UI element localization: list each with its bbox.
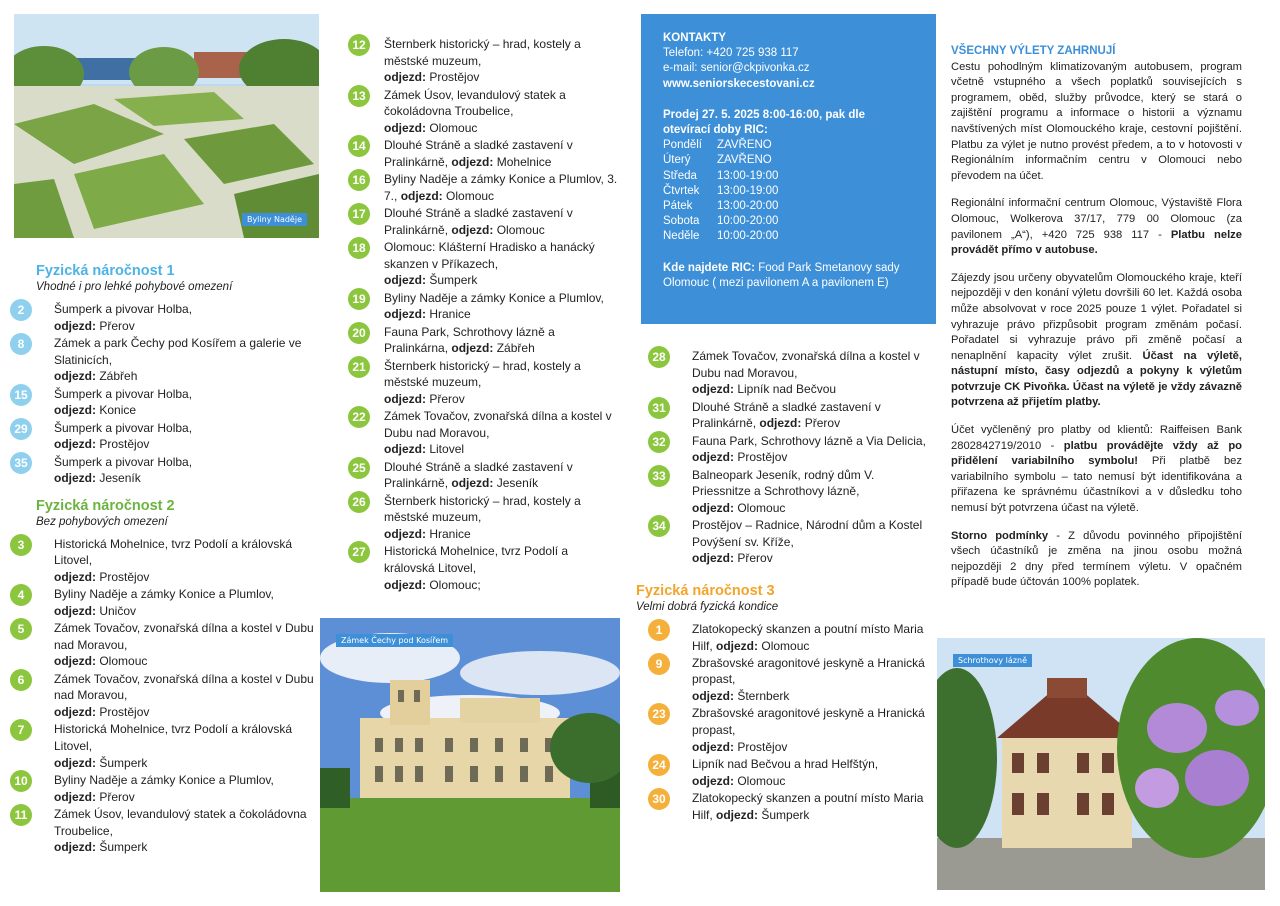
tour-item xyxy=(640,756,930,789)
tour-text: Zámek Tovačov, zvonařská dílna a kostel v Dubu nad Moravou, xyxy=(54,621,314,652)
departure-label: odjezd: xyxy=(54,654,96,669)
tour-text: Zámek Úsov, levandulový statek a čokoládovna Troubelice, xyxy=(54,807,307,838)
tour-item xyxy=(342,408,622,458)
tour-item xyxy=(0,536,316,586)
level1-tour-list xyxy=(0,301,316,487)
departure-city: Prostějov xyxy=(737,739,788,754)
photo-caption: Schrothovy lázně xyxy=(953,654,1032,667)
tour-text: Zámek Tovačov, zvonařská dílna a kostel v Dubu nad Moravou, xyxy=(384,409,612,440)
departure-label: odjezd: xyxy=(54,755,96,770)
departure-city: Olomouc xyxy=(99,654,148,669)
tour-number: 18 xyxy=(348,237,370,259)
departure-label: odjezd: xyxy=(451,476,494,491)
contacts-web-link[interactable]: www.seniorskecestovani.cz xyxy=(663,77,815,90)
departure-label: odjezd: xyxy=(384,442,426,457)
level2-subtitle: Bez pohybových omezení xyxy=(36,515,168,528)
departure-label: odjezd: xyxy=(692,551,734,566)
tour-text: Zámek Tovačov, zvonařská dílna a kostel v Dubu nad Moravou, xyxy=(692,349,920,380)
tour-item xyxy=(342,205,622,238)
tour-item xyxy=(640,399,930,432)
info-paragraph-2: Regionální informační centrum Olomouc, Výstaviště Flora Olomouc, Wolkerova 37/17, 779 00 Olomouc (za pavilonem „A“), +420 725 938 117 - Platbu nelze provádět přímo v autobuse. xyxy=(951,197,1242,257)
tour-item xyxy=(342,543,622,593)
level2-tour-list-b xyxy=(342,36,622,593)
tour-item xyxy=(0,301,316,334)
hours-row: Pátek 13:00-20:00 xyxy=(663,200,779,213)
tour-item xyxy=(0,721,316,771)
tour-number: 17 xyxy=(348,203,370,225)
tour-number: 13 xyxy=(348,85,370,107)
departure-label: odjezd: xyxy=(759,416,802,431)
tour-item xyxy=(640,655,930,705)
departure-city: Zábřeh xyxy=(99,369,138,384)
tour-number: 34 xyxy=(648,515,670,537)
departure-city: Uničov xyxy=(99,603,137,618)
tour-text: Olomouc: Klášterní Hradisko a hanácký skanzen v Příkazech, xyxy=(384,240,595,271)
tour-text: Historická Mohelnice, tvrz Podolí a královská Litovel, xyxy=(54,722,293,754)
departure-city: Olomouc xyxy=(446,188,495,203)
contacts-phone[interactable]: Telefon: +420 725 938 117 xyxy=(663,47,799,60)
departure-label: odjezd: xyxy=(692,739,734,754)
departure-label: odjezd: xyxy=(451,341,494,356)
contacts-email[interactable]: e-mail: senior@ckpivonka.cz xyxy=(663,62,810,75)
tour-item xyxy=(0,772,316,805)
departure-city: Litovel xyxy=(429,442,465,457)
info-paragraph-4: Účet vyčleněný pro platby od klientů: Raiffeisen Bank 2802842719/2010 - platbu provádějte vždy až po přidělení variabilního symbolu! Při platbě bez variabilního symbolu – tato nemusí být identifikována a přiřazena ke správnému účastníkovi a v důsledku toho nemusí být potvrzena účast na výletě. xyxy=(951,424,1242,515)
departure-city: Přerov xyxy=(804,416,841,431)
tour-item xyxy=(0,586,316,619)
departure-label: odjezd: xyxy=(400,188,443,203)
level3-subtitle: Velmi dobrá fyzická kondice xyxy=(636,600,779,613)
contacts-title: KONTAKTY xyxy=(663,32,727,44)
tour-item xyxy=(342,358,622,408)
tour-text: Byliny Naděje a zámky Konice a Plumlov, 3. 7., xyxy=(384,172,618,203)
tour-text: Šternberk historický – hrad, kostely a městské muzeum, xyxy=(384,493,581,525)
tour-number: 29 xyxy=(10,418,32,440)
departure-label: odjezd: xyxy=(54,789,96,804)
tour-number: 7 xyxy=(10,719,32,741)
tour-number: 26 xyxy=(348,491,370,513)
tour-number: 19 xyxy=(348,288,370,310)
departure-label: odjezd: xyxy=(54,471,96,486)
tour-number: 1 xyxy=(648,619,670,641)
tour-number: 10 xyxy=(10,770,32,792)
departure-city: Mohelnice xyxy=(496,154,552,169)
tour-item xyxy=(640,348,930,398)
tour-item xyxy=(0,671,316,721)
tour-text: Zlatokopecký skanzen a poutní místo Maria Hilf, xyxy=(692,621,924,653)
departure-label: odjezd: xyxy=(692,773,734,788)
tour-item xyxy=(640,621,930,654)
column-2 xyxy=(342,36,622,594)
tour-item xyxy=(640,705,930,755)
departure-label: odjezd: xyxy=(54,437,96,452)
tour-text: Historická Mohelnice, tvrz Podolí a královská Litovel, xyxy=(54,536,293,568)
tour-text: Balneopark Jeseník, rodný dům V. Priessnitze a Schrothovy lázně, xyxy=(692,467,875,499)
departure-label: odjezd: xyxy=(54,840,96,855)
departure-label: odjezd: xyxy=(692,500,734,515)
hours-row: Sobota 10:00-20:00 xyxy=(663,215,779,228)
contacts-box xyxy=(641,14,936,324)
hours-row: Pondělí ZAVŘENO xyxy=(663,139,772,152)
departure-city: Olomouc xyxy=(761,638,810,653)
tour-text: Prostějov – Radnice, Národní dům a Kostel Povýšení sv. Kříže, xyxy=(692,518,923,549)
departure-label: odjezd: xyxy=(692,382,734,397)
info-paragraph-3: Zájezdy jsou určeny obyvatelům Olomouckého kraje, kteří nejpozději v den konání výletu dovršili 60 let. Každá osoba může absolvovat v roce 2025 pouze 1 výlet. Pořadatel si vyhrazuje právo přizpůsobit program změnám počasí. Pořadatel si vyhrazuje právo při změně počasí a nenaplnění kapacity výlet zrušit. Účast na výletě, nástupní místo, časy odjezdů a pokyny k výletům potvrzuje CK Pivoňka. Účast na výletě je vždy závazně potvrzena až přijetím platby. xyxy=(951,271,1242,409)
departure-label: odjezd: xyxy=(716,807,759,822)
photo-spa-villa xyxy=(937,638,1265,890)
column-1 xyxy=(14,263,316,857)
level2-tour-list-c xyxy=(640,348,930,567)
departure-city: Přerov xyxy=(99,789,135,804)
tour-item xyxy=(342,137,622,170)
info-paragraph-storno: Storno podmínky - Z důvodu povinného připojištění všech účastníků je změna na jinou osobu možná nejpozději 2 dny před termínem výletu. V opačném případě bude účtován 100% poplatek. xyxy=(951,529,1242,589)
tour-text: Historická Mohelnice, tvrz Podolí a královská Litovel, xyxy=(384,544,569,575)
tour-number: 12 xyxy=(348,34,370,56)
tour-item xyxy=(342,324,622,357)
tour-number: 35 xyxy=(10,452,32,474)
tour-text: Šumperk a pivovar Holba, xyxy=(54,420,193,435)
tour-text: Byliny Naděje a zámky Konice a Plumlov, xyxy=(54,587,274,602)
departure-city: Šumperk xyxy=(429,273,478,288)
tour-item xyxy=(342,36,622,86)
departure-city: Hranice xyxy=(429,307,471,322)
departure-label: odjezd: xyxy=(692,689,734,704)
tour-text: Zbrašovské aragonitové jeskyně a Hranická propast, xyxy=(692,655,925,687)
tour-item xyxy=(0,420,316,453)
departure-city: Olomouc xyxy=(429,120,478,135)
tour-text: Lipník nad Bečvou a hrad Helfštýn, xyxy=(692,757,879,772)
departure-label: odjezd: xyxy=(54,705,96,720)
opening-hours xyxy=(663,138,914,244)
tour-text: Dlouhé Stráně a sladké zastavení v Pralinkárně, xyxy=(384,206,573,237)
tour-number: 6 xyxy=(10,669,32,691)
departure-label: odjezd: xyxy=(54,569,96,584)
hours-row: Čtvrtek 13:00-19:00 xyxy=(663,184,779,197)
photo-caption: Byliny Naděje xyxy=(242,213,307,226)
tour-number: 27 xyxy=(348,541,370,563)
departure-label: odjezd: xyxy=(54,369,96,384)
departure-label: odjezd: xyxy=(692,450,734,465)
tour-number: 24 xyxy=(648,754,670,776)
info-column xyxy=(951,44,1242,603)
tour-text: Zámek a park Čechy pod Kosířem a galerie ve Slatinicích, xyxy=(54,335,302,367)
photo-caption: Zámek Čechy pod Kosířem xyxy=(336,634,453,647)
tour-item xyxy=(342,87,622,137)
tour-text: Byliny Naděje a zámky Konice a Plumlov, xyxy=(54,773,274,788)
hours-row: Neděle 10:00-20:00 xyxy=(663,230,779,243)
tour-number: 23 xyxy=(648,703,670,725)
tour-number: 31 xyxy=(648,397,670,419)
info-heading: VŠECHNY VÝLETY ZAHRNUJÍ xyxy=(951,45,1116,57)
level1-subtitle: Vhodné i pro lehké pohybové omezení xyxy=(36,281,233,293)
departure-city: Jeseník xyxy=(99,471,141,486)
tour-item xyxy=(342,459,622,492)
tour-text: Fauna Park, Schrothovy lázně a Via Delicia, xyxy=(692,433,926,448)
tour-item xyxy=(640,517,930,567)
tour-item xyxy=(342,239,622,289)
departure-label: odjezd: xyxy=(451,222,494,237)
departure-city: Olomouc xyxy=(737,500,786,515)
departure-label: odjezd: xyxy=(384,391,426,406)
tour-number: 8 xyxy=(10,333,32,355)
departure-label: odjezd: xyxy=(384,70,426,85)
departure-label: odjezd: xyxy=(54,318,96,333)
departure-city: Olomouc xyxy=(737,773,786,788)
departure-city: Přerov xyxy=(737,551,773,566)
tour-text: Zámek Úsov, levandulový statek a čokoládovna Troubelice, xyxy=(384,87,566,119)
departure-label: odjezd: xyxy=(384,577,426,592)
tour-text: Byliny Naděje a zámky Konice a Plumlov, xyxy=(384,290,604,305)
departure-city: Konice xyxy=(99,403,137,418)
hours-row: Středa 13:00-19:00 xyxy=(663,169,779,182)
departure-city: Olomouc; xyxy=(429,577,481,592)
tour-item xyxy=(0,806,316,856)
tour-item xyxy=(342,171,622,204)
tour-number: 15 xyxy=(10,384,32,406)
departure-city: Prostějov xyxy=(737,450,788,465)
departure-city: Prostějov xyxy=(99,705,150,720)
info-paragraph-1: Cestu pohodlným klimatizovaným autobusem, program včetně vstupného a všech poplatků souvisejících s programem, oběd, služby průvodce, který se stará o zajištění programu a informace o historii a významu navštívených míst Olomouckého kraje, cestovní pojištění. Platbu za výlet je nutno provést předem, a to v hotovosti v Regionálním informačním centru v Olomouci nebo převodem na účet. xyxy=(951,60,1242,182)
level2-tour-list-a xyxy=(0,536,316,856)
tour-text: Šumperk a pivovar Holba, xyxy=(54,302,193,316)
departure-city: Olomouc xyxy=(496,222,545,237)
tour-number: 5 xyxy=(10,618,32,640)
tour-text: Šumperk a pivovar Holba, xyxy=(54,454,193,469)
departure-city: Prostějov xyxy=(99,569,150,584)
tour-text: Dlouhé Stráně a sladké zastavení v Pralinkárně, xyxy=(384,138,573,169)
tour-number: 20 xyxy=(348,322,370,344)
column-3 xyxy=(636,348,930,824)
tour-text: Dlouhé Stráně a sladké zastavení v Pralinkárně, xyxy=(692,399,881,431)
level2-title: Fyzická náročnost 2 xyxy=(36,497,175,514)
tour-text: Dlouhé Stráně a sladké zastavení v Pralinkárně, xyxy=(384,459,573,491)
tour-item xyxy=(0,454,316,487)
departure-label: odjezd: xyxy=(384,526,426,541)
tour-number: 28 xyxy=(648,346,670,368)
tour-text: Šternberk historický – hrad, kostely a městské muzeum, xyxy=(384,358,581,390)
departure-label: odjezd: xyxy=(384,120,426,135)
departure-city: Zábřeh xyxy=(496,341,535,356)
level3-tour-list xyxy=(640,621,930,823)
tour-item xyxy=(0,335,316,385)
departure-city: Lipník nad Bečvou xyxy=(737,382,837,397)
tour-number: 11 xyxy=(10,804,32,826)
level1-title: Fyzická náročnost 1 xyxy=(36,263,175,279)
tour-number: 30 xyxy=(648,788,670,810)
departure-city: Přerov xyxy=(429,391,465,406)
contacts-sale-info: Prodej 27. 5. 2025 8:00-16:00, pak dle otevírací doby RIC: xyxy=(663,108,866,137)
departure-city: Šternberk xyxy=(737,689,790,704)
departure-label: odjezd: xyxy=(716,638,759,653)
hours-row: Úterý ZAVŘENO xyxy=(663,154,772,167)
photo-chateau xyxy=(320,618,620,892)
tour-number: 2 xyxy=(10,299,32,321)
tour-item xyxy=(342,493,622,543)
departure-city: Hranice xyxy=(429,526,471,541)
tour-text: Šumperk a pivovar Holba, xyxy=(54,386,193,401)
departure-city: Šumperk xyxy=(99,840,148,855)
departure-label: odjezd: xyxy=(54,403,96,418)
departure-city: Jeseník xyxy=(496,476,539,491)
level3-title: Fyzická náročnost 3 xyxy=(636,582,775,599)
tour-number: 22 xyxy=(348,406,370,428)
tour-number: 33 xyxy=(648,465,670,487)
tour-item xyxy=(640,467,930,517)
departure-city: Prostějov xyxy=(99,437,150,452)
tour-item xyxy=(0,620,316,670)
departure-city: Prostějov xyxy=(429,70,480,85)
departure-label: odjezd: xyxy=(384,307,426,322)
tour-number: 25 xyxy=(348,457,370,479)
tour-text: Zlatokopecký skanzen a poutní místo Maria Hilf, xyxy=(692,791,924,822)
tour-number: 16 xyxy=(348,169,370,191)
departure-city: Šumperk xyxy=(761,807,810,822)
tour-text: Šternberk historický – hrad, kostely a městské muzeum, xyxy=(384,37,581,68)
location-info: Kde najdete RIC: Food Park Smetanovy sady Olomouc ( mezi pavilonem A a pavilonem E) xyxy=(663,261,900,289)
departure-city: Šumperk xyxy=(99,755,148,770)
departure-label: odjezd: xyxy=(54,603,96,618)
tour-number: 9 xyxy=(648,653,670,675)
tour-item xyxy=(342,290,622,323)
tour-item xyxy=(640,433,930,466)
tour-number: 4 xyxy=(10,584,32,606)
tour-text: Zbrašovské aragonitové jeskyně a Hranická propast, xyxy=(692,706,925,738)
departure-city: Přerov xyxy=(99,318,135,333)
tour-text: Zámek Tovačov, zvonařská dílna a kostel v Dubu nad Moravou, xyxy=(54,671,314,703)
tour-item xyxy=(640,790,930,823)
departure-label: odjezd: xyxy=(384,273,426,288)
tour-number: 32 xyxy=(648,431,670,453)
tour-number: 14 xyxy=(348,135,370,157)
departure-label: odjezd: xyxy=(451,154,494,169)
tour-number: 21 xyxy=(348,356,370,378)
tour-number: 3 xyxy=(10,534,32,556)
tour-item xyxy=(0,386,316,419)
photo-herb-garden xyxy=(14,14,319,238)
tour-text: Fauna Park, Schrothovy lázně a Pralinkárna, xyxy=(384,324,555,356)
